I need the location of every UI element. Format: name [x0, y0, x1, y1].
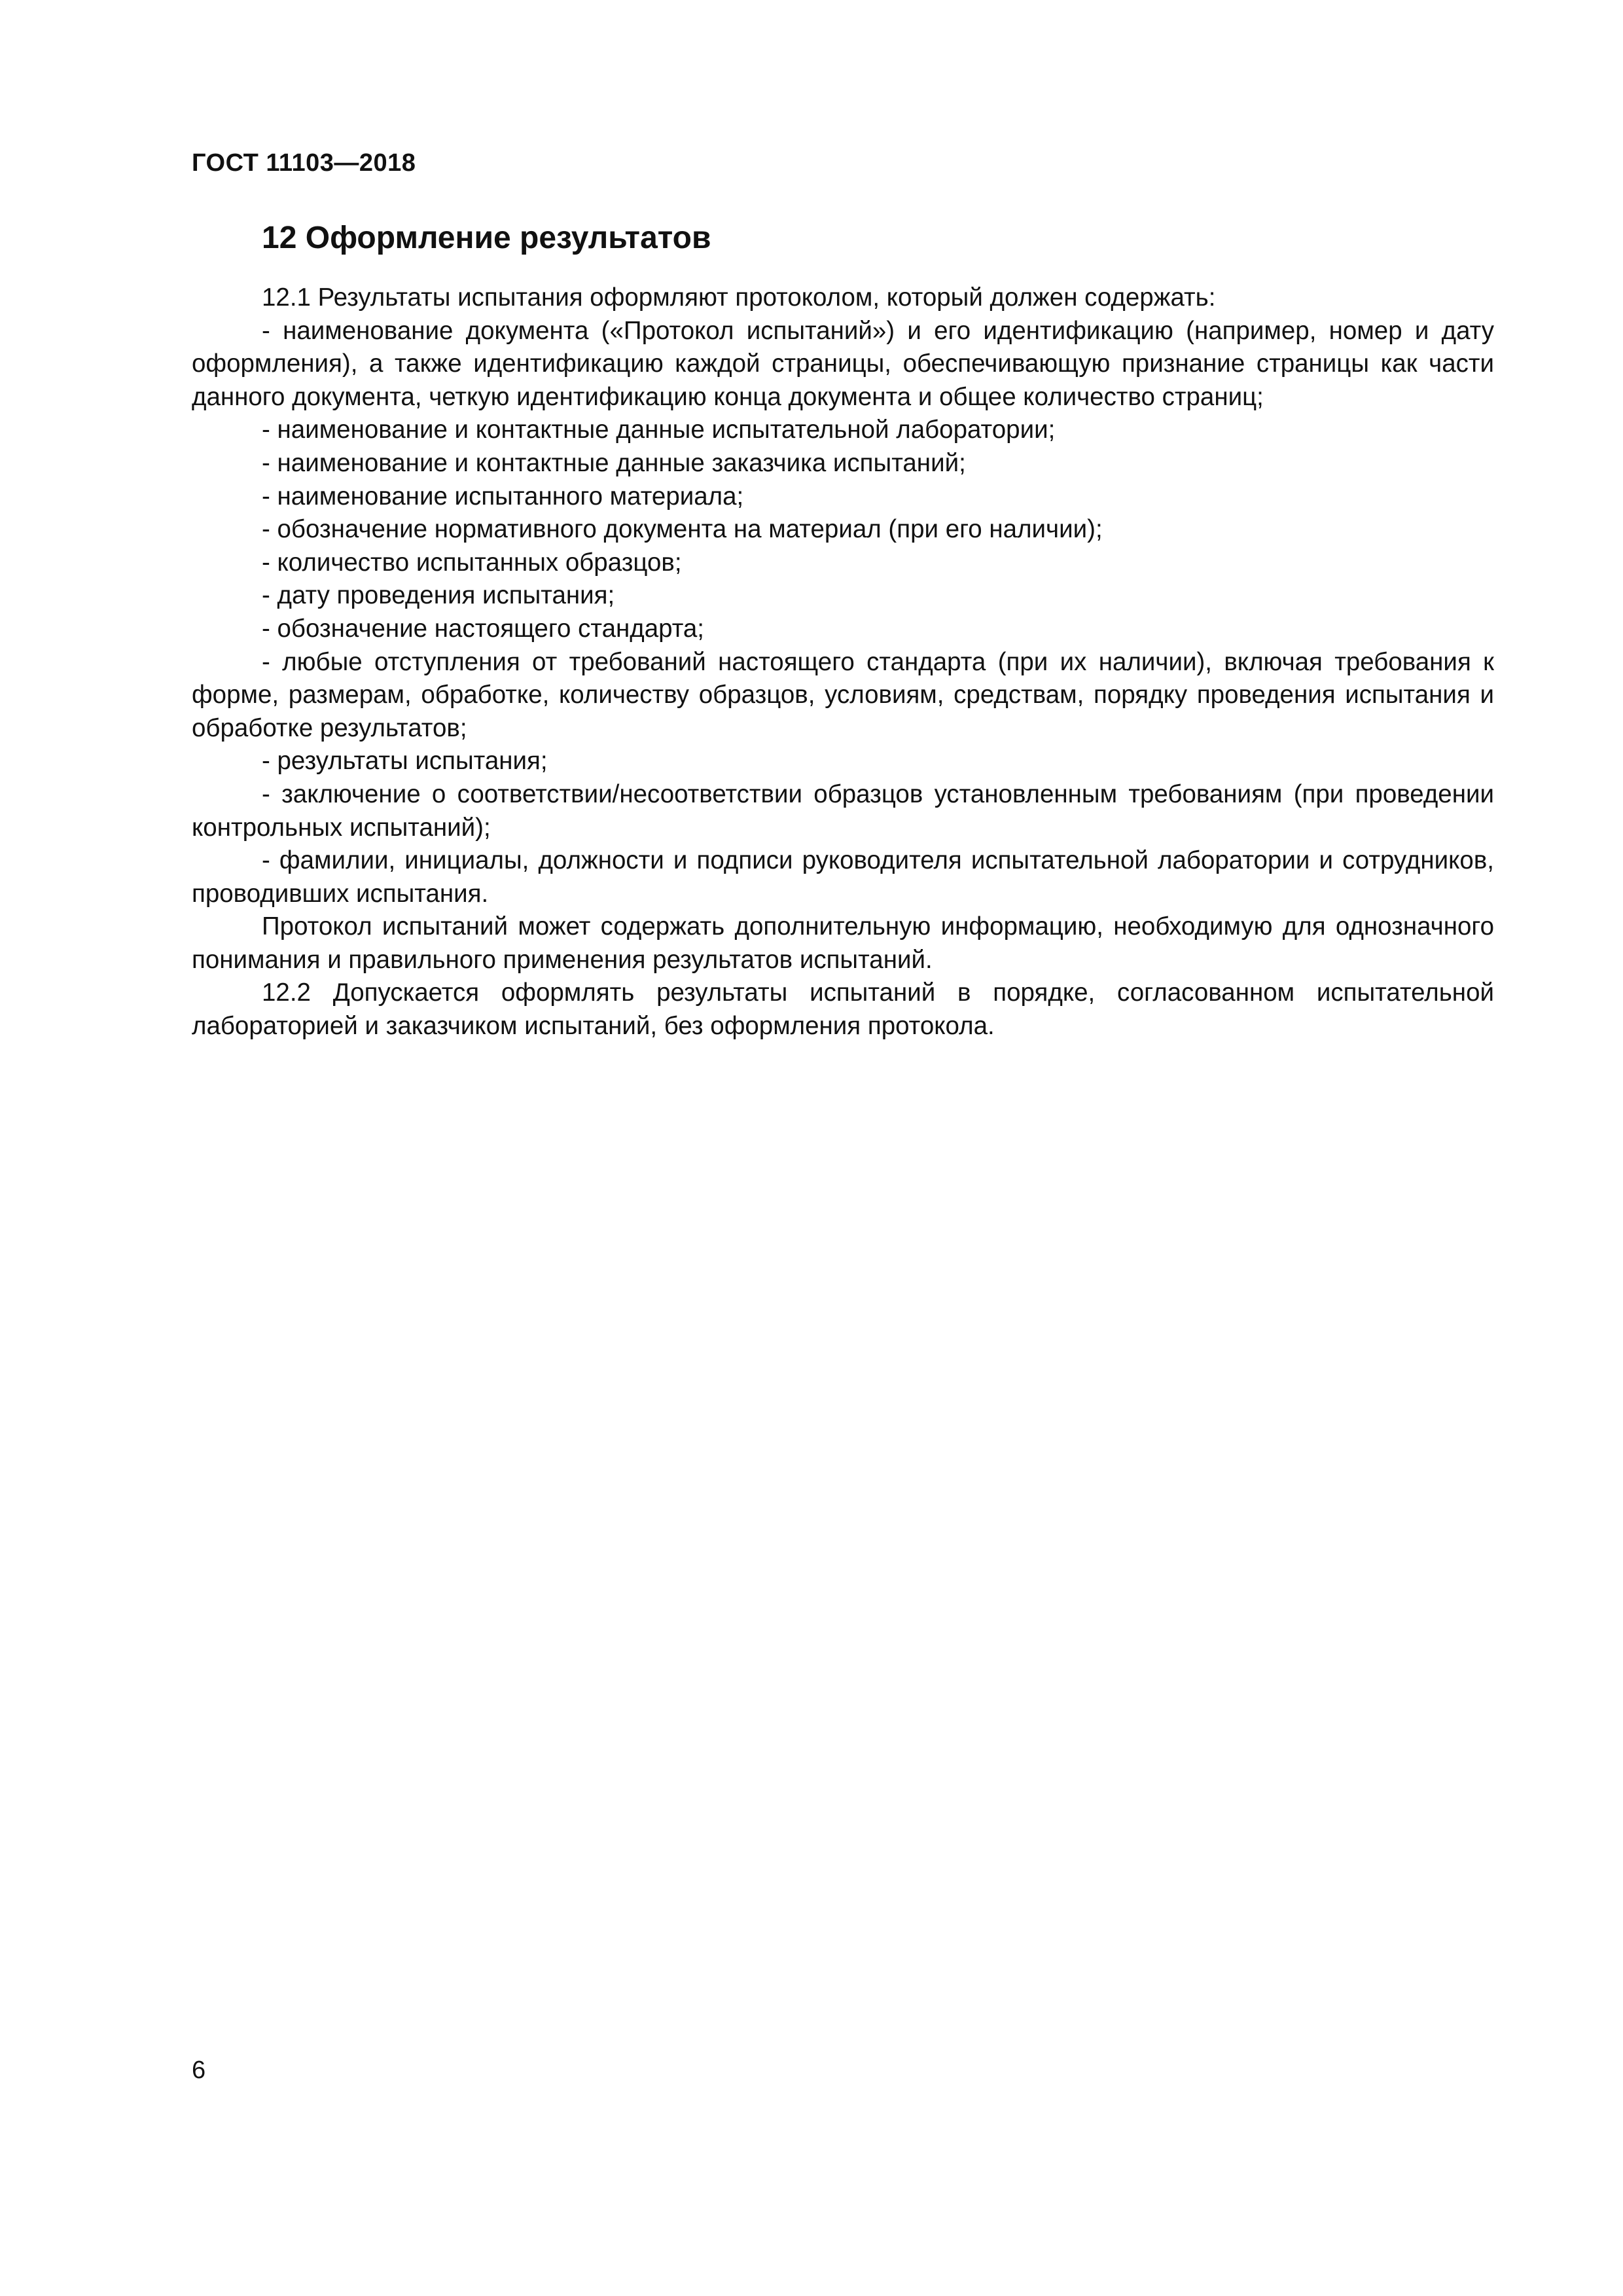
list-item-customer: - наименование и контактные данные заказчика испытаний; — [262, 448, 966, 477]
document-code-header: ГОСТ 11103—2018 — [192, 149, 416, 177]
list-item-sample-count: - количество испытанных образцов; — [262, 548, 682, 577]
list-item-signatures: - фамилии, инициалы, должности и подписи руководителя испытательной лаборатории и сотрудников, проводивших испытания. — [192, 846, 1494, 908]
list-item-standard-designation: - обозначение настоящего стандарта; — [262, 614, 705, 643]
list-item-normative-document: - обозначение нормативного документа на материал (при его наличии); — [262, 515, 1103, 544]
list-item-results: - результаты испытания; — [262, 747, 548, 776]
paragraph-12-1-intro: 12.1 Результаты испытания оформляют протоколом, который должен содержать: — [262, 283, 1216, 312]
paragraph-12-2: 12.2 Допускается оформлять результаты испытаний в порядке, согласованном испытательной лабораторией и заказчиком испытаний, без оформления протокола. — [192, 978, 1494, 1041]
page-number: 6 — [192, 2056, 206, 2084]
list-item-test-date: - дату проведения испытания; — [262, 581, 615, 610]
section-body — [192, 281, 1494, 1043]
list-item-material: - наименование испытанного материала; — [262, 482, 744, 511]
list-item-document-name: - наименование документа («Протокол испытаний») и его идентификацию (например, номер и дату оформления), а также идентификацию каждой страницы, обеспечивающую признание страницы как части данного документа, четкую идентификацию конца документа и общее количество страниц; — [192, 316, 1494, 411]
list-item-laboratory: - наименование и контактные данные испытательной лаборатории; — [262, 416, 1056, 444]
list-item-deviations: - любые отступления от требований настоящего стандарта (при их наличии), включая требования к форме, размерам, обработке, количеству образцов, условиям, средствам, порядку проведения испытания и обработке результатов; — [192, 647, 1494, 742]
section-title: 12 Оформление результатов — [262, 221, 711, 255]
paragraph-protocol-info: Протокол испытаний может содержать дополнительную информацию, необходимую для однозначного понимания и правильного применения результатов испытаний. — [192, 912, 1494, 974]
list-item-conformity: - заключение о соответствии/несоответствии образцов установленным требованиям (при проведении контрольных испытаний); — [192, 780, 1494, 842]
